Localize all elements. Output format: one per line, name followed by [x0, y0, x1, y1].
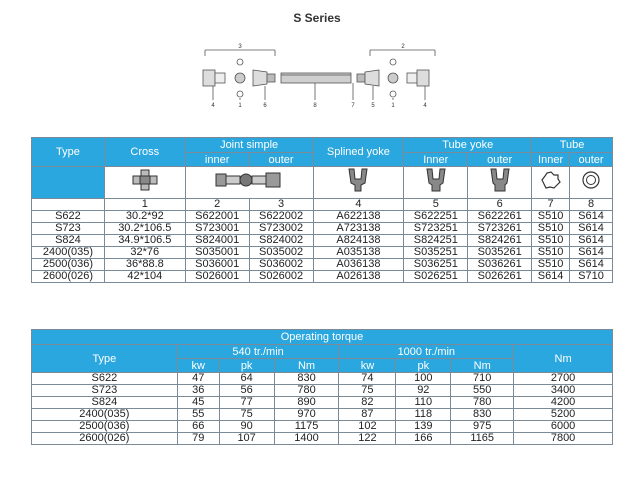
table-cell: S824001: [185, 235, 249, 247]
table-cell: A622138: [313, 211, 404, 223]
table-cell: S614: [570, 235, 613, 247]
col-header-pk: pk: [219, 359, 274, 373]
table-cell: S723002: [249, 223, 313, 235]
table-cell: S824251: [404, 235, 468, 247]
table-cell: 3400: [514, 385, 613, 397]
table-cell: A036138: [313, 259, 404, 271]
table-cell: S710: [570, 271, 613, 283]
type-cell: 2400(035): [32, 247, 105, 259]
table-cell: 90: [219, 421, 274, 433]
table-cell: A026138: [313, 271, 404, 283]
table-row: [32, 271, 613, 283]
table-cell: S622251: [404, 211, 468, 223]
table-cell: 5200: [514, 409, 613, 421]
table-cell: 970: [274, 409, 339, 421]
col-header-tube-yoke: Tube yoke: [404, 138, 532, 153]
column-number: 3: [249, 199, 313, 211]
column-number: 4: [313, 199, 404, 211]
header-operating-torque: Operating torque: [32, 330, 613, 345]
col-header-tube-yoke-outer: outer: [468, 153, 532, 167]
table-cell: 6000: [514, 421, 613, 433]
col-header-kw: kw: [339, 359, 396, 373]
table-cell: 47: [177, 373, 219, 385]
table-cell: 64: [219, 373, 274, 385]
table-cell: 110: [396, 397, 451, 409]
table-cell: 36*88.8: [104, 259, 185, 271]
table-cell: S622261: [468, 211, 532, 223]
table-row: [32, 211, 613, 223]
table-cell: S035251: [404, 247, 468, 259]
col-header-joint-simple: Joint simple: [185, 138, 313, 153]
table-cell: S036001: [185, 259, 249, 271]
table-cell: 42*104: [104, 271, 185, 283]
type-cell: 2500(036): [32, 421, 178, 433]
col-header-tube-yoke-inner: Inner: [404, 153, 468, 167]
table-cell: 107: [219, 433, 274, 445]
table-cell: 75: [339, 385, 396, 397]
table-cell: S035001: [185, 247, 249, 259]
table-cell: A824138: [313, 235, 404, 247]
table-cell: S510: [532, 247, 570, 259]
table-cell: 780: [274, 385, 339, 397]
tube-yoke-inner-part-icon: [404, 167, 468, 199]
table-cell: S036261: [468, 259, 532, 271]
col-header-joint-outer: outer: [249, 153, 313, 167]
table-cell: 830: [274, 373, 339, 385]
type-cell: S622: [32, 211, 105, 223]
table-cell: S723261: [468, 223, 532, 235]
table-cell: 56: [219, 385, 274, 397]
table-cell: 77: [219, 397, 274, 409]
table-cell: A035138: [313, 247, 404, 259]
table-cell: 1175: [274, 421, 339, 433]
tube-outer-part-icon: [570, 167, 613, 199]
table-cell: 66: [177, 421, 219, 433]
table-cell: 1400: [274, 433, 339, 445]
table-cell: S614: [532, 271, 570, 283]
col-header-splined-yoke: Splined yoke: [313, 138, 404, 167]
type-cell: 2600(026): [32, 271, 105, 283]
type-cell: 2400(035): [32, 409, 178, 421]
table-cell: 166: [396, 433, 451, 445]
table-cell: 710: [451, 373, 514, 385]
col-header-type: Type: [32, 345, 178, 373]
table-cell: S026261: [468, 271, 532, 283]
tube-inner-part-icon: [532, 167, 570, 199]
table-cell: S510: [532, 223, 570, 235]
table-cell: 92: [396, 385, 451, 397]
diagram-label: 1: [391, 103, 395, 109]
table-cell: 122: [339, 433, 396, 445]
table-row: [32, 397, 613, 409]
table-cell: S035261: [468, 247, 532, 259]
shaft-exploded-diagram: [195, 42, 445, 110]
column-number: 2: [185, 199, 249, 211]
table-cell: 830: [451, 409, 514, 421]
splined-yoke-part-icon: [313, 167, 404, 199]
diagram-label: 4: [211, 103, 215, 109]
table-row: [32, 235, 613, 247]
col-header-540: 540 tr./min: [177, 345, 339, 359]
table-cell: S614: [570, 211, 613, 223]
table-cell: 139: [396, 421, 451, 433]
table-cell: S026001: [185, 271, 249, 283]
col-header-nm: Nm: [451, 359, 514, 373]
parts-table: [31, 137, 613, 283]
col-header-1000: 1000 tr./min: [339, 345, 514, 359]
table-cell: 890: [274, 397, 339, 409]
table-cell: S622002: [249, 211, 313, 223]
type-cell: S824: [32, 397, 178, 409]
col-header-tube-outer: outer: [570, 153, 613, 167]
col-header-tube-inner: Inner: [532, 153, 570, 167]
table-row: [32, 385, 613, 397]
joint-simple-part-icon: [185, 167, 313, 199]
type-cell: S723: [32, 223, 105, 235]
table-cell: S622001: [185, 211, 249, 223]
table-row: [32, 247, 613, 259]
col-header-tube: Tube: [532, 138, 613, 153]
table-cell: 100: [396, 373, 451, 385]
table-cell: 55: [177, 409, 219, 421]
tube-yoke-outer-part-icon: [468, 167, 532, 199]
table-cell: S026002: [249, 271, 313, 283]
table-cell: S824261: [468, 235, 532, 247]
table-cell: A723138: [313, 223, 404, 235]
table-cell: 32*76: [104, 247, 185, 259]
table-cell: 30.2*92: [104, 211, 185, 223]
table-row: [32, 421, 613, 433]
diagram-label: 3: [238, 44, 242, 50]
table-cell: 79: [177, 433, 219, 445]
col-header-nm-total: Nm: [514, 345, 613, 373]
table-cell: 34.9*106.5: [104, 235, 185, 247]
col-header-kw: kw: [177, 359, 219, 373]
table-cell: S614: [570, 259, 613, 271]
table-cell: 82: [339, 397, 396, 409]
table-cell: 7800: [514, 433, 613, 445]
type-cell: 2600(026): [32, 433, 178, 445]
table-cell: 975: [451, 421, 514, 433]
type-cell: S824: [32, 235, 105, 247]
table-row: [32, 223, 613, 235]
table-cell: S824002: [249, 235, 313, 247]
table-cell: 74: [339, 373, 396, 385]
diagram-label: 2: [401, 44, 405, 50]
table-cell: S035002: [249, 247, 313, 259]
diagram-label: 8: [313, 103, 317, 109]
type-cell: S622: [32, 373, 178, 385]
diagram-label: 1: [238, 103, 242, 109]
diagram-label: 6: [263, 103, 267, 109]
torque-table: [31, 329, 613, 445]
type-cell: 2500(036): [32, 259, 105, 271]
column-number: 7: [532, 199, 570, 211]
column-number: 1: [104, 199, 185, 211]
table-cell: S614: [570, 223, 613, 235]
table-cell: 30.2*106.5: [104, 223, 185, 235]
type-cell: S723: [32, 385, 178, 397]
diagram-label: 7: [351, 103, 355, 109]
column-number: 8: [570, 199, 613, 211]
table-cell: S026251: [404, 271, 468, 283]
table-cell: S510: [532, 259, 570, 271]
table-cell: S723251: [404, 223, 468, 235]
table-cell: S723001: [185, 223, 249, 235]
table-cell: 36: [177, 385, 219, 397]
page-title: S Series: [293, 11, 341, 25]
table-cell: S614: [570, 247, 613, 259]
table-cell: 45: [177, 397, 219, 409]
table-cell: S510: [532, 211, 570, 223]
column-number: 5: [404, 199, 468, 211]
diagram-label: 4: [423, 103, 427, 109]
table-cell: 118: [396, 409, 451, 421]
table-cell: S510: [532, 235, 570, 247]
table-cell: 75: [219, 409, 274, 421]
col-header-pk: pk: [396, 359, 451, 373]
diagram-label: 5: [371, 103, 375, 109]
col-header-joint-inner: inner: [185, 153, 249, 167]
table-cell: 550: [451, 385, 514, 397]
table-cell: 4200: [514, 397, 613, 409]
col-header-nm: Nm: [274, 359, 339, 373]
cross-part-icon: [104, 167, 185, 199]
table-cell: S036251: [404, 259, 468, 271]
col-header-type: Type: [32, 138, 105, 167]
table-cell: 87: [339, 409, 396, 421]
table-row: [32, 433, 613, 445]
table-cell: 2700: [514, 373, 613, 385]
col-header-cross: Cross: [104, 138, 185, 167]
table-row: [32, 373, 613, 385]
table-row: [32, 409, 613, 421]
table-row: [32, 259, 613, 271]
table-cell: S036002: [249, 259, 313, 271]
table-cell: 1165: [451, 433, 514, 445]
table-cell: 102: [339, 421, 396, 433]
column-number: 6: [468, 199, 532, 211]
table-cell: 780: [451, 397, 514, 409]
